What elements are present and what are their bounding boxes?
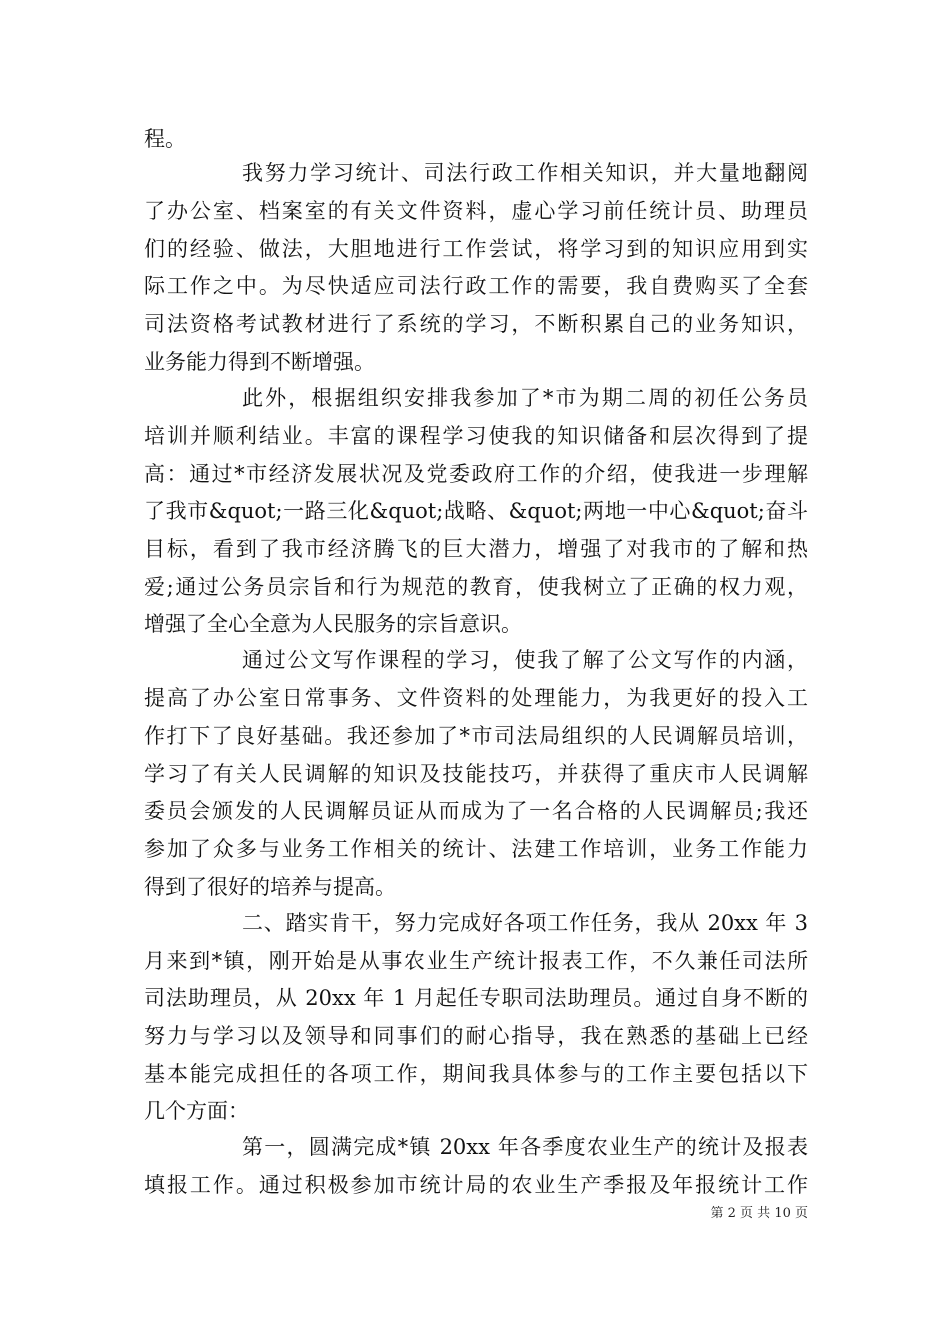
text-line: 作打下了良好基础。我还参加了*市司法局组织的人民调解员培训， [144, 724, 808, 748]
text-line: 委员会颁发的人民调解员证从而成为了一名合格的人民调解员;我还 [144, 799, 808, 823]
text-line: 基本能完成担任的各项工作，期间我具体参与的工作主要包括以下 [144, 1062, 808, 1086]
text-line: 参加了众多与业务工作相关的统计、法建工作培训，业务工作能力 [144, 837, 808, 861]
text-line: 月来到*镇，刚开始是从事农业生产统计报表工作，不久兼任司法所 [144, 949, 808, 973]
text-line: 增强了全心全意为人民服务的宗旨意识。 [144, 612, 522, 636]
text-line: 目标，看到了我市经济腾飞的巨大潜力，增强了对我市的了解和热 [144, 537, 808, 561]
text-line: 得到了很好的培养与提高。 [144, 875, 396, 899]
text-line: 司法助理员，从 20xx 年 1 月起任专职司法助理员。通过自身不断的 [144, 986, 808, 1010]
text-line: 司法资格考试教材进行了系统的学习，不断积累自己的业务知识， [144, 312, 808, 336]
text-line: 学习了有关人民调解的知识及技能技巧，并获得了重庆市人民调解 [144, 762, 808, 786]
text-line: 高：通过*市经济发展状况及党委政府工作的介绍，使我进一步理解 [144, 462, 808, 486]
text-line: 业务能力得到不断增强。 [144, 350, 375, 374]
paragraph-first-line: 通过公文写作课程的学习，使我了解了公文写作的内涵， [242, 648, 808, 672]
text-line: 了我市&quot;一路三化&quot;战略、&quot;两地一中心&quot;奋斗 [144, 499, 808, 523]
paragraph-first-line: 我努力学习统计、司法行政工作相关知识，并大量地翻阅 [242, 161, 808, 185]
paragraph-first-line: 二、踏实肯干，努力完成好各项工作任务，我从 20xx 年 3 [242, 911, 808, 935]
text-line: 程。 [144, 127, 186, 151]
text-line: 们的经验、做法，大胆地进行工作尝试，将学习到的知识应用到实 [144, 237, 808, 261]
paragraph-first-line: 此外，根据组织安排我参加了*市为期二周的初任公务员 [242, 386, 808, 410]
text-line: 爱;通过公务员宗旨和行为规范的教育，使我树立了正确的权力观， [144, 575, 808, 599]
text-line: 努力与学习以及领导和同事们的耐心指导，我在熟悉的基础上已经 [144, 1024, 808, 1048]
text-line: 培训并顺利结业。丰富的课程学习使我的知识储备和层次得到了提 [144, 424, 808, 448]
paragraph-first-line: 第一，圆满完成*镇 20xx 年各季度农业生产的统计及报表 [242, 1135, 808, 1159]
page-number-footer: 第 2 页 共 10 页 [710, 1206, 808, 1221]
text-line: 际工作之中。为尽快适应司法行政工作的需要，我自费购买了全套 [144, 274, 808, 298]
text-line: 填报工作。通过积极参加市统计局的农业生产季报及年报统计工作 [144, 1173, 808, 1197]
text-line: 几个方面： [144, 1099, 249, 1123]
text-line: 了办公室、档案室的有关文件资料，虚心学习前任统计员、助理员 [144, 199, 808, 223]
text-line: 提高了办公室日常事务、文件资料的处理能力，为我更好的投入工 [144, 686, 808, 710]
